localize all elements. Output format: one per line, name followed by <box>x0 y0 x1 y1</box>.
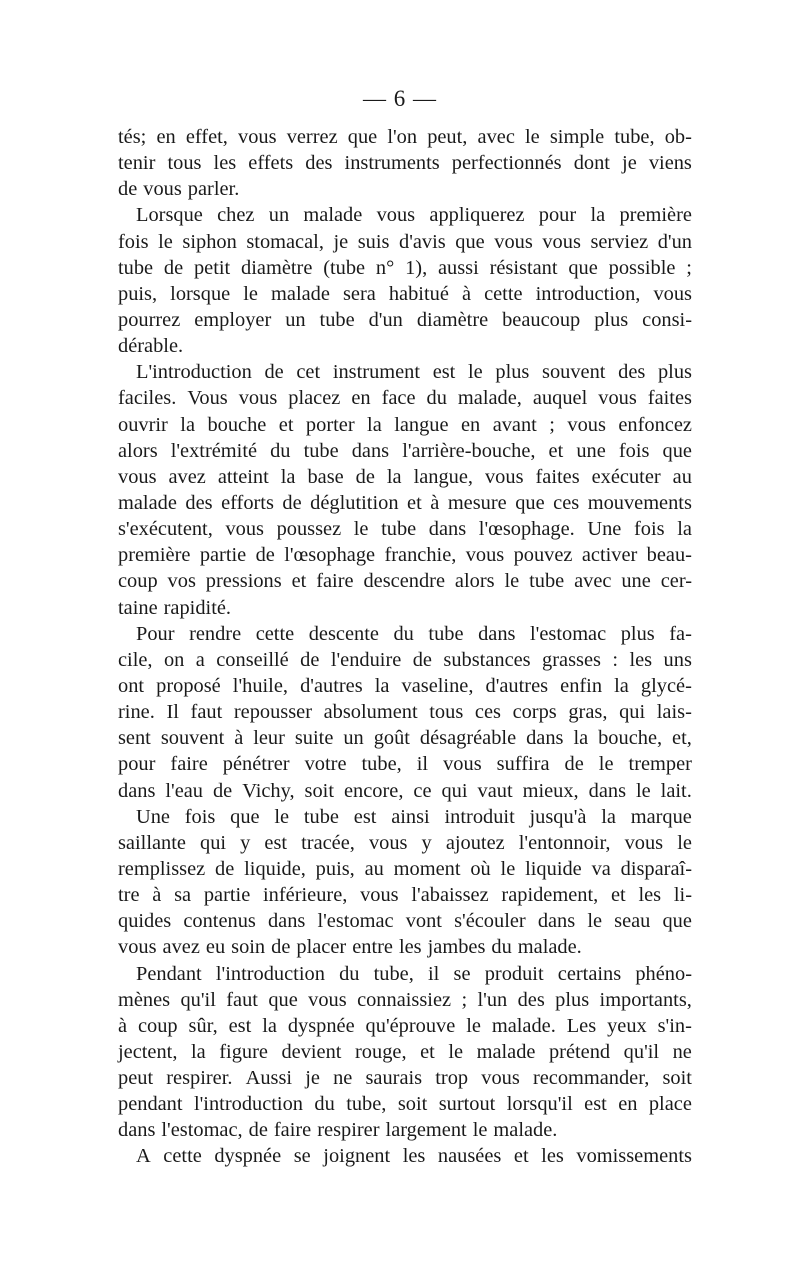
text-line: tés; en effet, vous verrez que l'on peut, avec le simple tube, ob- <box>118 126 692 148</box>
text-line: première partie de l'œsophage franchie, vous pouvez activer beau- <box>118 544 692 567</box>
text-line: dans l'estomac, de faire respirer largement le malade. <box>118 1119 558 1142</box>
text-line: tube de petit diamètre (tube n° 1), aussi résistant que possible ; <box>118 256 692 279</box>
text-line: pour faire pénétrer votre tube, il vous suffira de le tremper <box>118 753 692 776</box>
text-line: mènes qu'il faut que vous connaissiez ; l'un des plus importants, <box>118 988 692 1011</box>
text-line: peut respirer. Aussi je ne saurais trop vous recommander, soit <box>118 1067 692 1090</box>
text-line: malade des efforts de déglutition et à mesure que ces mouvements <box>118 491 692 514</box>
text-line: cile, on a conseillé de l'enduire de substances grasses : les uns <box>118 648 692 671</box>
page-number: — 6 — <box>363 86 437 111</box>
text-line: vous avez atteint la base de la langue, vous faites exécuter au <box>118 465 692 488</box>
text-line: alors l'extrémité du tube dans l'arrière-bouche, et une fois que <box>118 439 692 462</box>
text-line: taine rapidité. <box>118 596 232 619</box>
text-line: dans l'eau de Vichy, soit encore, ce qui vaut mieux, dans le lait. <box>118 779 692 802</box>
body-text <box>118 124 692 1170</box>
text-line: dérable. <box>118 335 184 358</box>
text-line: Pour rendre cette descente du tube dans l'estomac plus fa- <box>136 622 692 645</box>
text-line: pendant l'introduction du tube, soit surtout lorsqu'il est en place <box>118 1093 692 1116</box>
text-line: saillante qui y est tracée, vous y ajoutez l'entonnoir, vous le <box>118 831 692 854</box>
text-line: remplissez de liquide, puis, au moment où le liquide va disparaî- <box>118 857 692 880</box>
text-line: quides contenus dans l'estomac vont s'écouler dans le seau que <box>118 910 692 933</box>
text-line: rine. Il faut repousser absolument tous ces corps gras, qui lais- <box>118 701 692 724</box>
text-line: jectent, la figure devient rouge, et le malade prétend qu'il ne <box>118 1040 692 1063</box>
text-line: puis, lorsque le malade sera habitué à cette introduction, vous <box>118 282 692 305</box>
text-line: Pendant l'introduction du tube, il se produit certains phéno- <box>136 962 692 985</box>
text-line: tre à sa partie inférieure, vous l'abaissez rapidement, et les li- <box>118 884 692 907</box>
text-line: faciles. Vous vous placez en face du malade, auquel vous faites <box>118 387 692 410</box>
text-line: tenir tous les effets des instruments perfectionnés dont je viens <box>118 152 692 175</box>
text-line: coup vos pressions et faire descendre alors le tube avec une cer- <box>118 570 692 593</box>
text-line: A cette dyspnée se joignent les nausées et les vomissements <box>136 1145 692 1168</box>
text-line: fois le siphon stomacal, je suis d'avis que vous vous serviez d'un <box>118 230 692 253</box>
text-line: Une fois que le tube est ainsi introduit jusqu'à la marque <box>136 805 692 828</box>
text-line: L'introduction de cet instrument est le plus souvent des plus <box>136 361 692 384</box>
text-line: vous avez eu soin de placer entre les jambes du malade. <box>118 936 582 959</box>
text-line: à coup sûr, est la dyspnée qu'éprouve le malade. Les yeux s'in- <box>118 1014 692 1037</box>
text-line: pourrez employer un tube d'un diamètre beaucoup plus consi- <box>118 308 692 331</box>
text-line: Lorsque chez un malade vous appliquerez pour la première <box>136 204 692 227</box>
text-line: de vous parler. <box>118 178 240 201</box>
text-line: s'exécutent, vous poussez le tube dans l'œsophage. Une fois la <box>118 518 692 541</box>
text-line: sent souvent à leur suite un goût désagréable dans la bouche, et, <box>118 727 692 750</box>
text-line: ouvrir la bouche et porter la langue en avant ; vous enfoncez <box>118 413 692 436</box>
text-line: ont proposé l'huile, d'autres la vaseline, d'autres enfin la glycé- <box>118 674 692 697</box>
